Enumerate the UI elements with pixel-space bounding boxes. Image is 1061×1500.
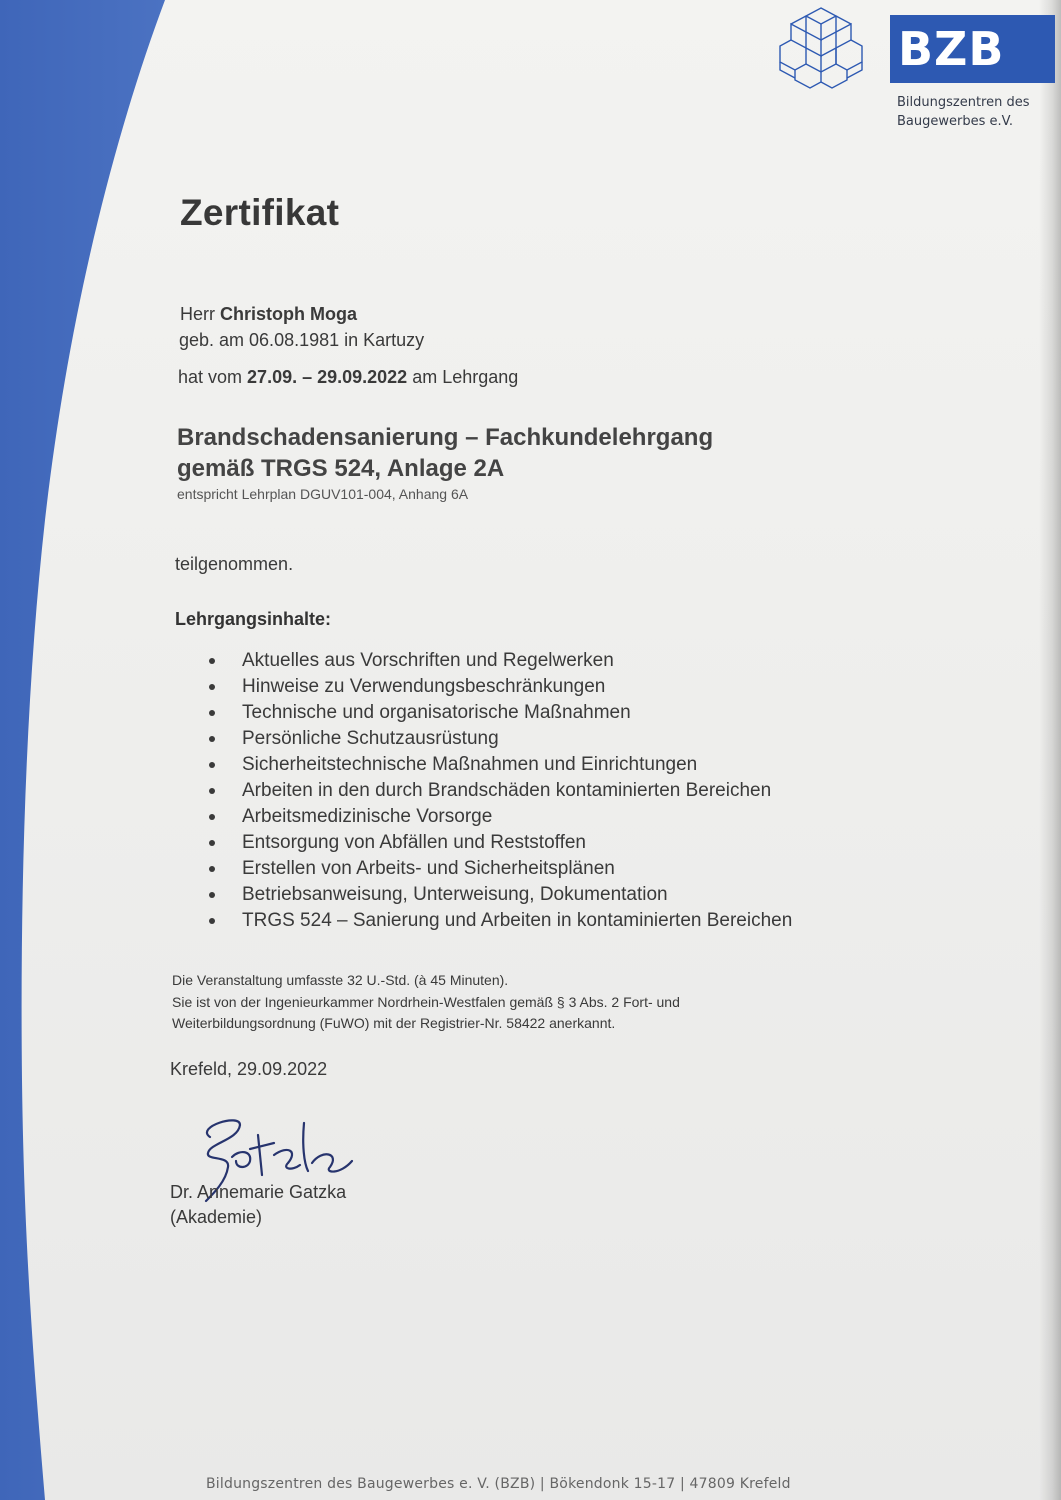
bullet-icon bbox=[209, 892, 215, 898]
course-title-line1: Brandschadensanierung – Fachkundelehrgang bbox=[177, 424, 714, 451]
course-title-line2: gemäß TRGS 524, Anlage 2A bbox=[177, 455, 505, 482]
topic-text: Hinweise zu Verwendungsbeschränkungen bbox=[242, 676, 606, 697]
period-suffix: am Lehrgang bbox=[412, 367, 519, 387]
bullet-icon bbox=[209, 710, 215, 716]
list-item bbox=[205, 648, 792, 674]
organization-name-line2: Baugewerbes e.V. bbox=[897, 114, 1013, 129]
topic-text: Betriebsanweisung, Unterweisung, Dokumentation bbox=[242, 884, 668, 905]
list-item bbox=[205, 804, 792, 830]
topic-text: Technische und organisatorische Maßnahmen bbox=[242, 702, 631, 723]
bullet-icon bbox=[209, 788, 215, 794]
certificate-title: Zertifikat bbox=[180, 192, 340, 233]
topic-text: Arbeitsmedizinische Vorsorge bbox=[242, 806, 493, 827]
info-accreditation-1: Sie ist von der Ingenieurkammer Nordrhein-Westfalen gemäß § 3 Abs. 2 Fort- und bbox=[172, 994, 680, 1010]
page-edge-shadow bbox=[1039, 0, 1061, 1500]
list-item bbox=[205, 674, 792, 700]
contents-heading: Lehrgangsinhalte: bbox=[175, 609, 332, 629]
recipient-name: Christoph Moga bbox=[220, 304, 358, 324]
recipient-salutation: Herr bbox=[180, 304, 215, 324]
topic-text: Persönliche Schutzausrüstung bbox=[242, 728, 499, 749]
bullet-icon bbox=[209, 918, 215, 924]
list-item bbox=[205, 778, 792, 804]
bullet-icon bbox=[209, 814, 215, 820]
contents-list bbox=[205, 648, 792, 934]
topic-text: Arbeiten in den durch Brandschäden kontaminierten Bereichen bbox=[242, 780, 772, 801]
bullet-icon bbox=[209, 866, 215, 872]
bullet-icon bbox=[209, 840, 215, 846]
list-item bbox=[205, 726, 792, 752]
topic-text: TRGS 524 – Sanierung und Arbeiten in kontaminierten Bereichen bbox=[242, 910, 793, 931]
topic-text: Entsorgung von Abfällen und Reststoffen bbox=[242, 832, 587, 853]
organization-name bbox=[897, 93, 1030, 131]
list-item bbox=[205, 830, 792, 856]
organization-name-line1: Bildungszentren des bbox=[897, 95, 1030, 110]
list-item bbox=[205, 752, 792, 778]
topic-text: Erstellen von Arbeits- und Sicherheitsplänen bbox=[242, 858, 615, 879]
list-item bbox=[205, 700, 792, 726]
recipient-birth: geb. am 06.08.1981 in Kartuzy bbox=[179, 330, 425, 350]
period-prefix: hat vom bbox=[178, 367, 243, 387]
signatory-name: Dr. Annemarie Gatzka bbox=[170, 1182, 347, 1202]
footer-address: Bildungszentren des Baugewerbes e. V. (BZB) | Bökendonk 15-17 | 47809 Krefeld bbox=[206, 1476, 791, 1492]
info-hours: Die Veranstaltung umfasste 32 U.-Std. (à 45 Minuten). bbox=[172, 972, 509, 988]
bzb-logo-badge: BZB bbox=[890, 15, 1055, 83]
participated-text: teilgenommen. bbox=[175, 554, 294, 574]
info-accreditation-2: Weiterbildungsordnung (FuWO) mit der Registrier-Nr. 58422 anerkannt. bbox=[172, 1015, 616, 1031]
list-item bbox=[205, 908, 792, 934]
recipient-line bbox=[180, 304, 357, 325]
bullet-icon bbox=[209, 762, 215, 768]
cubes-logo-icon bbox=[776, 4, 866, 92]
bullet-icon bbox=[209, 736, 215, 742]
list-item bbox=[205, 882, 792, 908]
course-period-line bbox=[178, 367, 518, 388]
topic-text: Sicherheitstechnische Maßnahmen und Einrichtungen bbox=[242, 754, 698, 775]
bullet-icon bbox=[209, 684, 215, 690]
place-date: Krefeld, 29.09.2022 bbox=[170, 1059, 328, 1079]
signatory-role: (Akademie) bbox=[170, 1207, 263, 1227]
bullet-icon bbox=[209, 658, 215, 664]
course-period: 27.09. – 29.09.2022 bbox=[247, 367, 408, 387]
course-note: entspricht Lehrplan DGUV101-004, Anhang 6A bbox=[177, 486, 469, 502]
blue-swoosh-decoration bbox=[0, 0, 200, 1500]
list-item bbox=[205, 856, 792, 882]
topic-text: Aktuelles aus Vorschriften und Regelwerken bbox=[242, 650, 614, 671]
